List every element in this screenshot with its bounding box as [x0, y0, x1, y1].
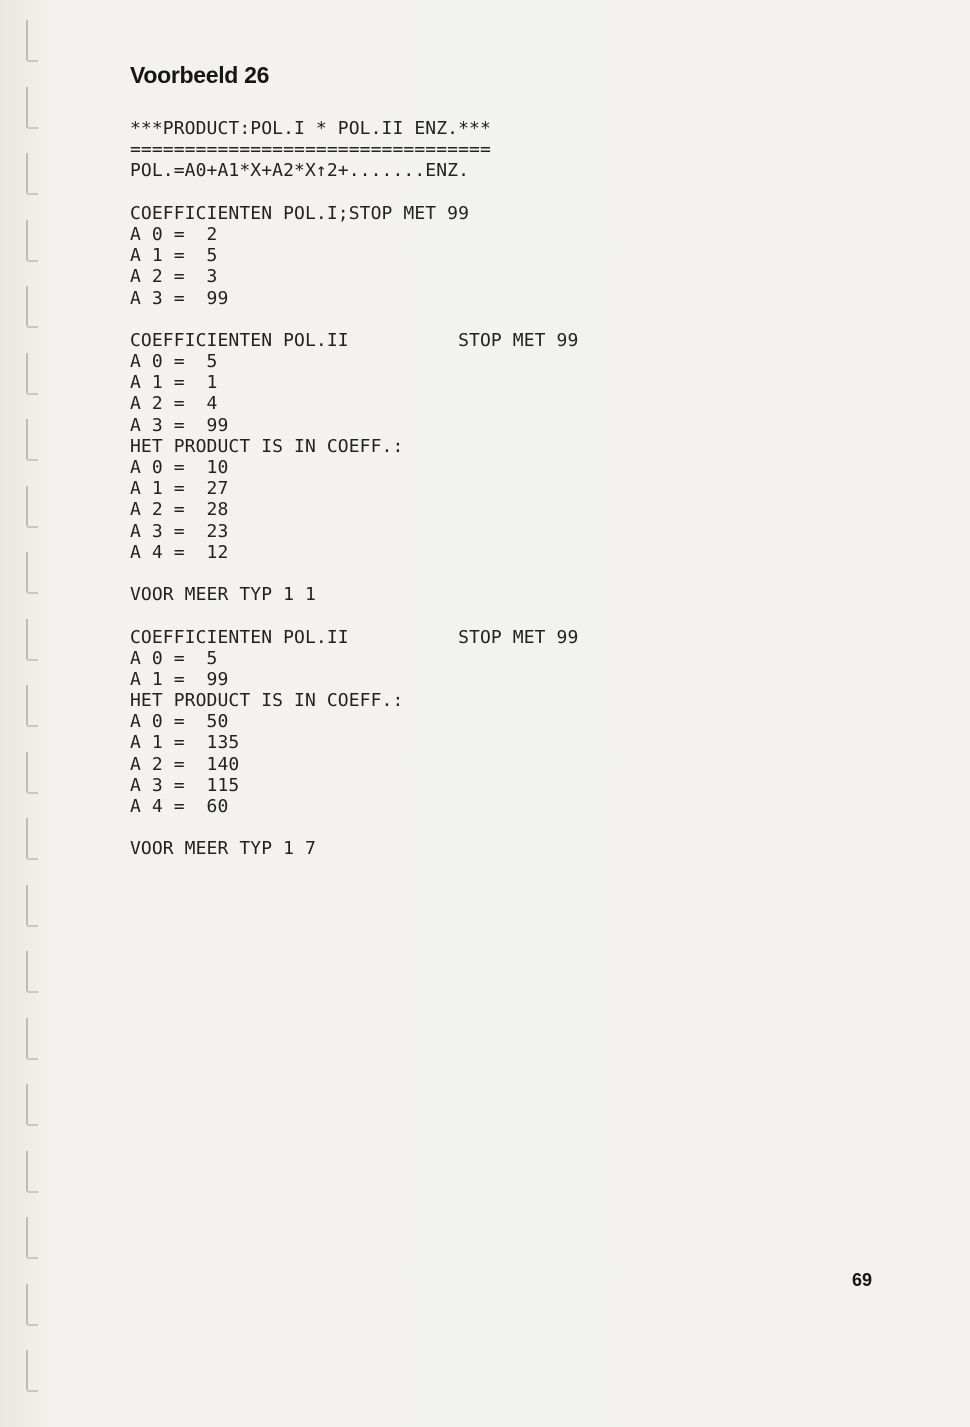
listing-line: A 0 = 2: [130, 223, 218, 245]
listing-line: VOOR MEER TYP 1 7: [130, 838, 316, 860]
binding-hole: [26, 486, 38, 528]
binding-hole: [26, 818, 38, 860]
binding-hole: [26, 885, 38, 927]
listing-line: COEFFICIENTEN POL.II STOP MET 99: [130, 329, 579, 351]
binding-hole: [26, 619, 38, 661]
listing-line: A 3 = 115: [130, 774, 240, 796]
listing-line: A 0 = 5: [130, 647, 218, 669]
binding-hole: [26, 87, 38, 129]
binding-hole: [26, 1151, 38, 1193]
listing-line: A 1 = 1: [130, 372, 218, 394]
listing-line: A 0 = 10: [130, 457, 229, 478]
binding-hole: [26, 419, 38, 461]
listing-line: POL.=A0+A1*X+A2*X↑2+.......ENZ.: [130, 160, 470, 182]
binding-hole: [26, 685, 38, 727]
listing-line: COEFFICIENTEN POL.I;STOP MET 99: [130, 202, 470, 224]
listing-line: [130, 605, 578, 626]
listing-line: A 1 = 99: [130, 668, 229, 690]
listing-line: A 2 = 4: [130, 393, 218, 415]
binding-hole: [26, 1284, 38, 1326]
listing-line: A 1 = 27: [130, 478, 229, 500]
listing-line: A 3 = 99: [130, 414, 229, 436]
listing-line: A 3 = 23: [130, 520, 229, 542]
listing-line: A 0 = 5: [130, 351, 218, 373]
listing-line: [130, 182, 578, 203]
binding-hole: [26, 286, 38, 328]
listing-line: =================================: [130, 139, 491, 161]
binding-hole: [26, 353, 38, 395]
listing-line: A 1 = 5: [130, 245, 218, 267]
binding-hole: [26, 951, 38, 993]
listing-line: HET PRODUCT IS IN COEFF.:: [130, 690, 404, 712]
binding-hole: [26, 1350, 38, 1392]
spiral-binding: [0, 0, 40, 1427]
listing-line: COEFFICIENTEN POL.II STOP MET 99: [130, 626, 579, 648]
binding-hole: [26, 752, 38, 794]
binding-hole: [26, 20, 38, 62]
binding-hole: [26, 1018, 38, 1060]
listing-line: A 3 = 99: [130, 287, 229, 309]
listing-line: A 2 = 140: [130, 753, 240, 775]
binding-hole: [26, 153, 38, 195]
listing-line: A 4 = 60: [130, 796, 229, 817]
listing-line: [130, 309, 578, 330]
listing-line: HET PRODUCT IS IN COEFF.:: [130, 435, 404, 457]
listing-line: A 1 = 135: [130, 732, 240, 754]
listing-line: [130, 817, 578, 838]
listing-line: A 4 = 12: [130, 541, 229, 563]
listing-line: A 2 = 28: [130, 499, 229, 521]
binding-hole: [26, 220, 38, 262]
page-title: Voorbeeld 26: [130, 62, 270, 88]
listing-line: VOOR MEER TYP 1 1: [130, 584, 316, 606]
page-number: 69: [852, 1270, 873, 1290]
binding-hole: [26, 552, 38, 594]
listing-line: A 0 = 50: [130, 711, 229, 733]
listing-line: A 2 = 3: [130, 266, 218, 288]
program-output-listing: [130, 118, 578, 860]
listing-line: ***PRODUCT:POL.I * POL.II ENZ.***: [130, 118, 491, 139]
binding-hole: [26, 1084, 38, 1126]
binding-hole: [26, 1217, 38, 1259]
listing-line: [130, 563, 578, 584]
